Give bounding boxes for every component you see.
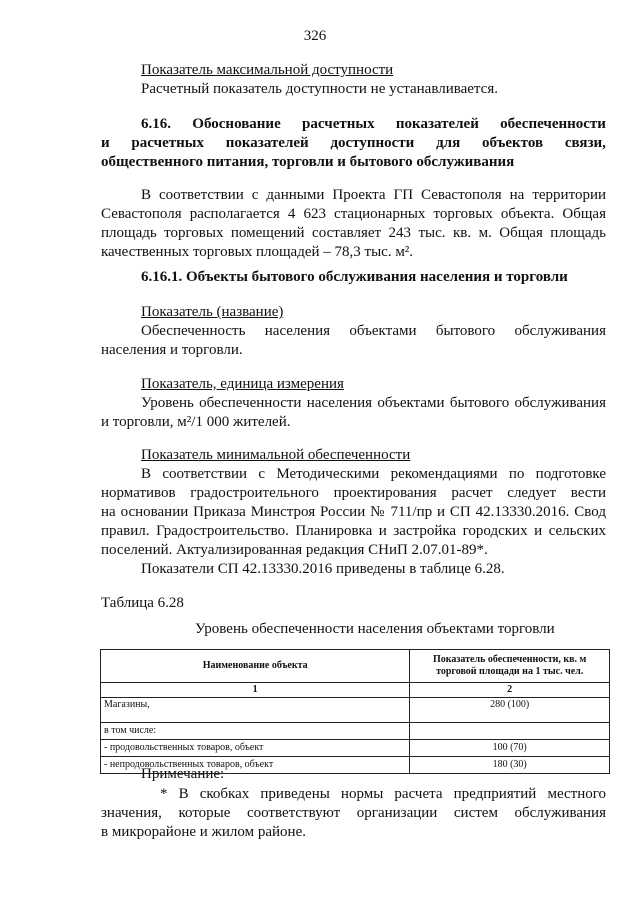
min-supply-line: В соответствии с Методическими рекомендациями по подготовке — [141, 466, 606, 482]
section-616-word: показателей — [225, 135, 309, 151]
section-616-line3: общественного питания, торговли и бытового обслуживания — [101, 154, 515, 170]
note-word: значения, — [101, 805, 162, 821]
note-line2 — [101, 804, 606, 823]
note-line: в микрорайоне и жилом районе. — [101, 824, 306, 840]
table-header-row — [101, 650, 610, 683]
note-word: организации — [356, 805, 438, 821]
table-row — [101, 723, 610, 740]
page-number: 326 — [303, 28, 327, 44]
indicator-unit-line2: и торговли, м²/1 000 жителей. — [101, 414, 291, 430]
note-word: которые — [178, 805, 231, 821]
section-616-word: для — [436, 135, 461, 151]
indicator-word: объектами — [349, 323, 417, 339]
supply-table — [100, 649, 610, 774]
indicator-name-line2: населения и торговли. — [101, 342, 243, 358]
note-heading: Примечание: — [141, 766, 225, 782]
section-616-word: расчетных — [131, 135, 204, 151]
indicator-unit-heading: Показатель, единица измерения — [141, 376, 344, 392]
row-value: 280 (100) — [410, 698, 610, 723]
section-616-word: доступности — [330, 135, 415, 151]
indicator-name-heading: Показатель (название) — [141, 304, 284, 320]
para-1-line: В соответствии с данными Проекта ГП Севастополя на территории — [141, 187, 606, 203]
section-616-line1 — [141, 115, 606, 134]
min-supply-line: поселений. Актуализированная редакция СНиП 2.07.01-89*. — [101, 542, 488, 558]
indicator-word: Обеспеченность — [141, 323, 246, 339]
note-word: систем — [453, 805, 498, 821]
min-supply-heading: Показатель минимальной обеспеченности — [141, 447, 411, 463]
table-caption: Уровень обеспеченности населения объектами торговли — [195, 621, 555, 637]
col-number: 1 — [101, 683, 410, 698]
row-name: - продовольственных товаров, объект — [101, 740, 410, 757]
note-line: * В скобках приведены нормы расчета предприятий местного — [160, 786, 606, 802]
section-616-word: объектов — [481, 135, 544, 151]
indicator-word: обслуживания — [514, 323, 606, 339]
max-access-heading: Показатель максимальной доступности — [141, 62, 394, 78]
header-object-name: Наименование объекта — [101, 650, 410, 683]
max-access-text: Расчетный показатель доступности не устанавливается. — [141, 81, 498, 97]
section-616-word: связи, — [564, 135, 606, 151]
col-number: 2 — [410, 683, 610, 698]
section-616-word: обеспеченности — [500, 116, 606, 132]
header-indicator: Показатель обеспеченности, кв. м торговой площади на 1 тыс. чел. — [410, 650, 610, 683]
row-name: Магазины, — [101, 698, 410, 723]
row-value — [410, 723, 610, 740]
min-supply-line: нормативов градостроительного проектирования расчет следует вести — [101, 485, 606, 501]
indicator-name-line1 — [141, 322, 606, 341]
table-row — [101, 698, 610, 723]
section-616-word: показателей — [395, 116, 479, 132]
section-616-word: Обоснование — [192, 116, 281, 132]
para-1-line: Севастополя располагается 4 623 стационарных торговых объекта. Общая — [101, 206, 606, 222]
table-number-row — [101, 683, 610, 698]
section-616-number: 6.16. — [141, 116, 171, 132]
min-supply-line: на основании Приказа Минстроя России № 711/пр и СП 42.13330.2016. Свод — [101, 504, 606, 520]
note-word: соответствуют — [246, 805, 341, 821]
indicator-word: населения — [264, 323, 331, 339]
table-label: Таблица 6.28 — [101, 595, 184, 611]
row-name: в том числе: — [101, 723, 410, 740]
row-value: 180 (30) — [410, 757, 610, 774]
min-supply-line: Показатели СП 42.13330.2016 приведены в таблице 6.28. — [141, 561, 505, 577]
section-616-word: расчетных — [302, 116, 375, 132]
section-6161-heading: 6.16.1. Объекты бытового обслуживания населения и торговли — [141, 269, 568, 285]
section-616-word: и — [101, 135, 110, 151]
para-1-line: качественных торговых площадей – 78,3 тыс. м². — [101, 244, 414, 260]
min-supply-line: правил. Градостроительство. Планировка и застройка городских и сельских — [101, 523, 606, 539]
section-616-line2 — [101, 134, 606, 153]
para-1-line: площадь торговых помещений составляет 243 тыс. кв. м. Общая площадь — [101, 225, 606, 241]
indicator-unit-line1: Уровень обеспеченности населения объектами бытового обслуживания — [141, 395, 606, 411]
note-word: обслуживания — [514, 805, 606, 821]
indicator-word: бытового — [435, 323, 496, 339]
row-value: 100 (70) — [410, 740, 610, 757]
row-name: - непродовольственных товаров, объект — [101, 757, 410, 774]
table-row — [101, 740, 610, 757]
